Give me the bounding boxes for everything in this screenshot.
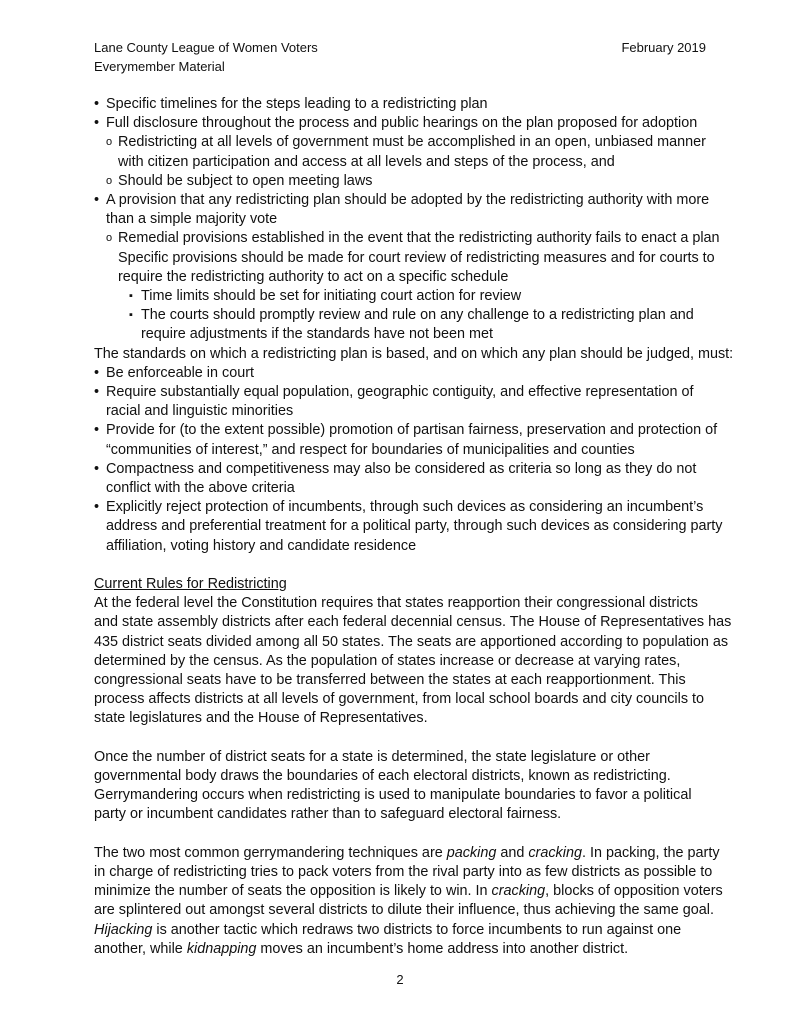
sub-bullet-item: o Redistricting at all levels of government must be accomplished in an open, unbiased manner bbox=[94, 133, 734, 152]
sub-sub-bullet-continuation: require adjustments if the standards have not been met bbox=[141, 326, 493, 343]
paragraph-line: in charge of redistricting tries to pack voters from the rival party into as few districts as possible to bbox=[94, 864, 713, 881]
paragraph-line: determined by the census. As the population of states increase or decrease at varying rates, bbox=[94, 652, 681, 669]
bullet-item: • A provision that any redistricting plan should be adopted by the redistricting authority with more bbox=[94, 191, 734, 210]
sub-sub-bullet-item: ▪ The courts should promptly review and rule on any challenge to a redistricting plan and bbox=[94, 306, 734, 325]
header-org: Lane County League of Women Voters bbox=[94, 40, 318, 55]
bullet-item: • Provide for (to the extent possible) promotion of partisan fairness, preservation and protection of bbox=[94, 421, 734, 440]
header-date: February 2019 bbox=[621, 40, 706, 55]
header-subtitle: Everymember Material bbox=[94, 59, 225, 74]
text-run: and bbox=[496, 844, 529, 861]
paragraph-line: party or incumbent candidates rather than to safeguard electoral fairness. bbox=[94, 806, 562, 823]
text-line bbox=[94, 921, 734, 940]
document-body bbox=[94, 95, 734, 959]
paragraph-line: At the federal level the Constitution requires that states reapportion their congressional districts bbox=[94, 595, 698, 612]
italic-term: Hijacking bbox=[94, 921, 153, 938]
paragraph-gap bbox=[94, 825, 734, 844]
paragraph-line: and state assembly districts after each federal decennial census. The House of Representatives has bbox=[94, 614, 732, 631]
sub-bullet-item: o Remedial provisions established in the event that the redistricting authority fails to enact a plan bbox=[94, 229, 734, 248]
bullet-item: • Full disclosure throughout the process and public hearings on the plan proposed for adoption bbox=[94, 114, 734, 133]
text-run: moves an incumbent’s home address into another district. bbox=[256, 940, 629, 957]
paragraph-line: process affects districts at all levels of government, from local school boards and city councils to bbox=[94, 691, 705, 708]
text-line bbox=[94, 882, 734, 901]
italic-term: cracking bbox=[528, 844, 582, 861]
paragraph-line: 435 district seats divided among all 50 states. The seats are apportioned according to population as bbox=[94, 633, 729, 650]
bullet-item-continuation: address and preferential treatment for a political party, through such devices as considering party bbox=[106, 518, 723, 535]
italic-term: cracking bbox=[491, 883, 546, 900]
paragraph-line: congressional seats have to be transferred between the states at each reapportionment. This bbox=[94, 672, 686, 689]
bullet-item: • Specific timelines for the steps leading to a redistricting plan bbox=[94, 95, 734, 114]
sub-bullet-continuation: require the redistricting authority to act on a specific schedule bbox=[118, 268, 509, 285]
page-number: 2 bbox=[396, 972, 404, 987]
bullet-item-continuation: conflict with the above criteria bbox=[106, 480, 295, 497]
text-run: . In packing, the party bbox=[581, 844, 720, 861]
paragraph-line: Once the number of district seats for a state is determined, the state legislature or other bbox=[94, 748, 650, 765]
bullet-item: • Compactness and competitiveness may also be considered as criteria so long as they do not bbox=[94, 460, 734, 479]
bullet-item-continuation: “communities of interest,” and respect for boundaries of municipalities and counties bbox=[106, 441, 635, 458]
sub-bullet-continuation: with citizen participation and access at all levels and steps of the process, and bbox=[118, 153, 615, 170]
paragraph-line: state legislatures and the House of Representatives. bbox=[94, 710, 428, 727]
paragraph-gap bbox=[94, 556, 734, 575]
bullet-item: • Require substantially equal population, geographic contiguity, and effective representation of bbox=[94, 383, 734, 402]
text-run: is another tactic which redraws two districts to force incumbents to run against one bbox=[152, 921, 682, 938]
text-run: , blocks of opposition voters bbox=[545, 883, 723, 900]
italic-term: packing bbox=[446, 844, 497, 861]
bullet-item: • Explicitly reject protection of incumbents, through such devices as considering an incumbent’s bbox=[94, 498, 734, 517]
sub-bullet-item: o Should be subject to open meeting laws bbox=[94, 172, 734, 191]
paragraph-line: The standards on which a redistricting plan is based, and on which any plan should be judged, must: bbox=[94, 345, 734, 362]
text-line bbox=[94, 940, 734, 959]
bullet-item-continuation: than a simple majority vote bbox=[106, 211, 278, 228]
paragraph-line: governmental body draws the boundaries of each electoral districts, known as redistricting. bbox=[94, 768, 671, 785]
bullet-item-continuation: affiliation, voting history and candidate residence bbox=[106, 537, 417, 554]
text-line bbox=[94, 844, 734, 863]
paragraph-line: Gerrymandering occurs when redistricting is used to manipulate boundaries to favor a political bbox=[94, 787, 692, 804]
section-heading: Current Rules for Redistricting bbox=[94, 576, 287, 593]
page-header bbox=[94, 38, 706, 76]
italic-term: kidnapping bbox=[186, 940, 257, 957]
paragraph-gap bbox=[94, 729, 734, 748]
sub-bullet-continuation: Specific provisions should be made for court review of redistricting measures and for courts to bbox=[118, 249, 715, 266]
text-run: minimize the number of seats the opposition is likely to win. In bbox=[94, 883, 492, 900]
text-run: another, while bbox=[94, 940, 187, 957]
sub-sub-bullet-item: ▪ Time limits should be set for initiating court action for review bbox=[94, 287, 734, 306]
bullet-item: • Be enforceable in court bbox=[94, 364, 734, 383]
bullet-item-continuation: racial and linguistic minorities bbox=[106, 403, 294, 420]
text-run: The two most common gerrymandering techniques are bbox=[94, 844, 447, 861]
paragraph-line: are splintered out amongst several districts to dilute their influence, thus achieving the same goal. bbox=[94, 902, 714, 919]
